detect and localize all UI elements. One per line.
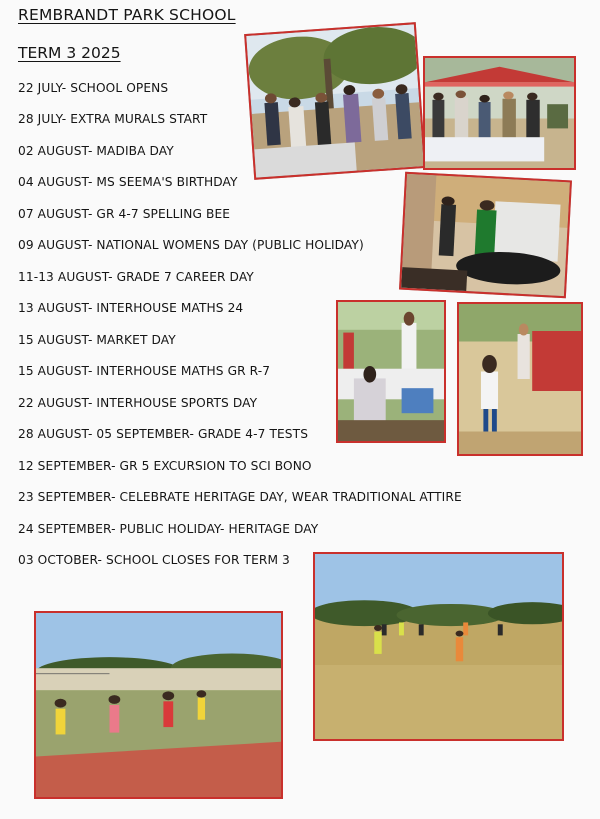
event-item: 23 SEPTEMBER- CELEBRATE HERITAGE DAY, WEAR TRADITIONAL ATTIRE [18,490,462,504]
photo-sports-field [313,552,564,741]
school-name-heading: REMBRANDT PARK SCHOOL [18,6,236,24]
photo-child-at-stall [457,302,583,456]
event-item: 11-13 AUGUST- GRADE 7 CAREER DAY [18,270,254,284]
event-item: 24 SEPTEMBER- PUBLIC HOLIDAY- HERITAGE DAY [18,522,319,536]
event-item: 09 AUGUST- NATIONAL WOMENS DAY (PUBLIC HOLIDAY) [18,238,364,252]
photo-braai-stall [399,172,572,299]
event-item: 04 AUGUST- MS SEEMA'S BIRTHDAY [18,175,238,189]
event-item: 13 AUGUST- INTERHOUSE MATHS 24 [18,301,244,315]
term-heading: TERM 3 2025 [18,44,121,62]
event-item: 07 AUGUST- GR 4-7 SPELLING BEE [18,207,231,221]
event-item: 22 AUGUST- INTERHOUSE SPORTS DAY [18,396,258,410]
event-item: 22 JULY- SCHOOL OPENS [18,81,169,95]
photo-school-opening-crowd [244,22,426,180]
photo-market-tables [336,300,446,443]
event-item: 15 AUGUST- MARKET DAY [18,333,176,347]
event-item: 02 AUGUST- MADIBA DAY [18,144,174,158]
photo-market-stalls [423,56,576,170]
event-item: 15 AUGUST- INTERHOUSE MATHS GR R-7 [18,364,271,378]
event-item: 28 AUGUST- 05 SEPTEMBER- GRADE 4-7 TESTS [18,427,309,441]
event-item: 28 JULY- EXTRA MURALS START [18,112,208,126]
event-item: 03 OCTOBER- SCHOOL CLOSES FOR TERM 3 [18,553,290,567]
photo-netball-court [34,611,283,799]
event-item: 12 SEPTEMBER- GR 5 EXCURSION TO SCI BONO [18,459,312,473]
